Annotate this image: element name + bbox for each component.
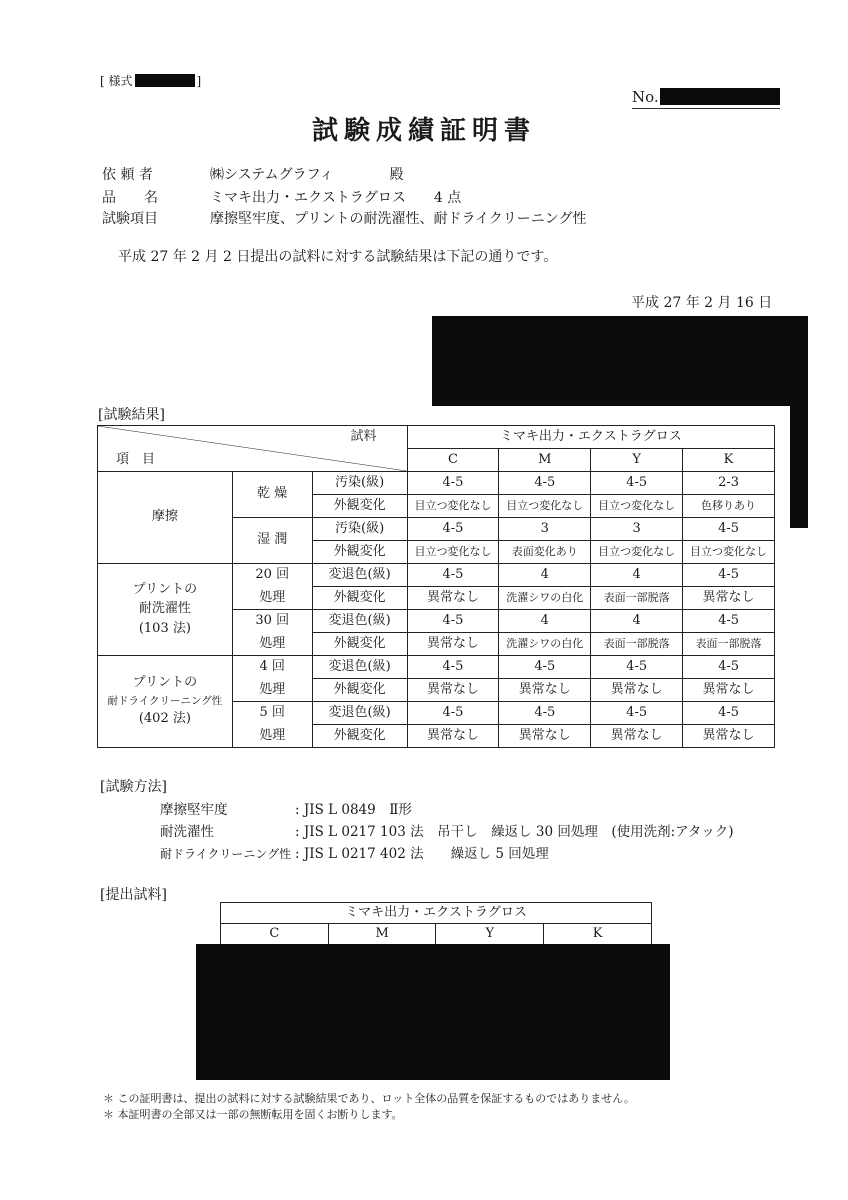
- value-cell: 色移りあり: [683, 495, 775, 518]
- value-cell: 異常なし: [683, 587, 775, 610]
- value-cell: 4-5: [407, 472, 499, 495]
- info-label: 品 名: [102, 190, 158, 206]
- info-test-items: [102, 208, 586, 228]
- form-label-suffix: ]: [196, 74, 202, 88]
- note: ＊ この証明書は、提出の試料に対する試験結果であり、ロット全体の品質を保証するものではありません。: [103, 1092, 635, 1105]
- row-label: 汚染(級): [312, 518, 407, 541]
- sub-line: 30 回: [255, 613, 290, 629]
- value-cell: 目立つ変化なし: [499, 495, 591, 518]
- row-label: 変退色(級): [312, 564, 407, 587]
- value-cell: 表面変化あり: [499, 541, 591, 564]
- column-header-m: M: [499, 449, 591, 472]
- value-cell: 4-5: [683, 656, 775, 679]
- method-item: [160, 798, 412, 818]
- product-header: ミマキ出力・エクストラグロス: [407, 426, 774, 449]
- sub-line: 4 回: [259, 659, 285, 675]
- sub-5-cycles: [232, 702, 312, 748]
- header-corner-cell: [98, 426, 408, 472]
- value-cell: 異常なし: [407, 679, 499, 702]
- value-cell: 異常なし: [407, 633, 499, 656]
- column-header-k: K: [683, 449, 775, 472]
- value-cell: 4: [591, 610, 683, 633]
- samples-product-header: ミマキ出力・エクストラグロス: [221, 903, 652, 924]
- redaction-block: [196, 944, 670, 1080]
- samples-column-c: C: [221, 924, 329, 945]
- value-cell: 異常なし: [499, 725, 591, 748]
- method-label: 耐ドライクリーニング性: [160, 847, 292, 861]
- sub-line: 処理: [259, 589, 286, 605]
- redaction-bar: [660, 88, 780, 105]
- value-cell: 表面一部脱落: [683, 633, 775, 656]
- form-label-prefix: [ 様式: [100, 74, 133, 88]
- sub-20-cycles: [232, 564, 312, 610]
- value-cell: 2-3: [683, 472, 775, 495]
- samples-table: [220, 902, 652, 945]
- method-value: : JIS L 0217 402 法 繰返し 5 回処理: [295, 846, 549, 862]
- group-line: (103 法): [138, 620, 191, 636]
- info-product: [102, 187, 461, 207]
- samples-column-y: Y: [436, 924, 544, 945]
- value-cell: 異常なし: [683, 679, 775, 702]
- group-line: 耐洗濯性: [138, 601, 191, 617]
- value-cell: 洗濯シワの白化: [499, 587, 591, 610]
- value-cell: 異常なし: [591, 725, 683, 748]
- document-title: 試験成績証明書: [311, 116, 536, 146]
- document-number-label: No.: [632, 88, 659, 106]
- value-cell: 4-5: [407, 610, 499, 633]
- value-cell: 4-5: [407, 564, 499, 587]
- value-cell: 4-5: [407, 518, 499, 541]
- row-label: 汚染(級): [312, 472, 407, 495]
- redaction-block: [432, 388, 808, 406]
- value-cell: 目立つ変化なし: [407, 495, 499, 518]
- group-washing: [98, 564, 233, 656]
- redaction-bar: [135, 74, 195, 87]
- info-label: 試験項目: [102, 211, 158, 227]
- statement: 平成 27 年 2 月 2 日提出の試料に対する試験結果は下記の通りです。: [118, 249, 558, 265]
- value-cell: 目立つ変化なし: [591, 495, 683, 518]
- sub-30-cycles: [232, 610, 312, 656]
- value-cell: 目立つ変化なし: [683, 541, 775, 564]
- info-value: ミマキ出力・エクストラグロス 4 点: [210, 190, 462, 206]
- method-value: : JIS L 0849 Ⅱ形: [295, 802, 412, 818]
- method-item: [160, 842, 549, 862]
- value-cell: 異常なし: [407, 725, 499, 748]
- sub-wet: 湿 潤: [232, 518, 312, 564]
- row-label: 外観変化: [312, 633, 407, 656]
- results-table: [97, 425, 775, 748]
- group-line: プリントの: [132, 675, 198, 691]
- method-label: 耐洗濯性: [160, 824, 214, 840]
- row-label: 外観変化: [312, 495, 407, 518]
- value-cell: 4: [591, 564, 683, 587]
- sample-label: 試料: [350, 429, 377, 444]
- value-cell: 4-5: [683, 564, 775, 587]
- value-cell: 目立つ変化なし: [591, 541, 683, 564]
- form-label: [100, 72, 201, 89]
- row-label: 外観変化: [312, 679, 407, 702]
- info-value: 摩擦堅牢度、プリントの耐洗濯性、耐ドライクリーニング性: [210, 211, 587, 227]
- value-cell: 表面一部脱落: [591, 633, 683, 656]
- value-cell: 4-5: [407, 656, 499, 679]
- item-label: 項 目: [116, 451, 156, 467]
- value-cell: 4-5: [591, 702, 683, 725]
- value-cell: 3: [591, 518, 683, 541]
- value-cell: 4-5: [591, 656, 683, 679]
- issue-date: 平成 27 年 2 月 16 日: [631, 295, 773, 311]
- note: ＊ 本証明書の全部又は一部の無断転用を固くお断りします。: [103, 1108, 403, 1121]
- value-cell: 4-5: [499, 656, 591, 679]
- results-heading: [試験結果]: [98, 407, 165, 423]
- method-label: 摩擦堅牢度: [160, 802, 228, 818]
- value-cell: 異常なし: [591, 679, 683, 702]
- group-dry-cleaning: [98, 656, 233, 748]
- value-cell: 4: [499, 564, 591, 587]
- value-cell: 4-5: [499, 702, 591, 725]
- value-cell: 4-5: [407, 702, 499, 725]
- value-cell: 3: [499, 518, 591, 541]
- value-cell: 洗濯シワの白化: [499, 633, 591, 656]
- method-item: [160, 820, 733, 840]
- group-line: プリントの: [132, 582, 198, 598]
- sub-line: 処理: [259, 681, 286, 697]
- samples-column-m: M: [328, 924, 436, 945]
- sub-4-cycles: [232, 656, 312, 702]
- value-cell: 4: [499, 610, 591, 633]
- info-label: 依 頼 者: [102, 167, 153, 183]
- column-header-c: C: [407, 449, 499, 472]
- row-label: 変退色(級): [312, 610, 407, 633]
- methods-heading: [試験方法]: [100, 779, 167, 795]
- column-header-y: Y: [591, 449, 683, 472]
- value-cell: 異常なし: [407, 587, 499, 610]
- value-cell: 異常なし: [683, 725, 775, 748]
- method-value: : JIS L 0217 103 法 吊干し 繰返し 30 回処理 (使用洗剤:アタック): [295, 824, 734, 840]
- row-label: 変退色(級): [312, 702, 407, 725]
- document-number: [632, 88, 780, 109]
- value-cell: 4-5: [591, 472, 683, 495]
- sub-line: 処理: [259, 635, 286, 651]
- info-value: ㈱システムグラフィ 殿: [210, 167, 404, 183]
- row-label: 変退色(級): [312, 656, 407, 679]
- value-cell: 4-5: [683, 610, 775, 633]
- group-line: (402 法): [138, 711, 191, 727]
- group-line: 耐ドライクリーニング性: [107, 694, 223, 707]
- sub-line: 処理: [259, 727, 286, 743]
- redaction-block: [432, 316, 808, 388]
- value-cell: 4-5: [683, 518, 775, 541]
- samples-heading: [提出試料]: [100, 887, 167, 903]
- samples-column-k: K: [544, 924, 652, 945]
- value-cell: 表面一部脱落: [591, 587, 683, 610]
- sub-line: 5 回: [259, 705, 285, 721]
- value-cell: 異常なし: [499, 679, 591, 702]
- sub-dry: 乾 燥: [232, 472, 312, 518]
- value-cell: 4-5: [683, 702, 775, 725]
- info-requester: [102, 164, 403, 184]
- row-label: 外観変化: [312, 725, 407, 748]
- sub-line: 20 回: [255, 567, 290, 583]
- row-label: 外観変化: [312, 587, 407, 610]
- value-cell: 4-5: [499, 472, 591, 495]
- group-abrasion: 摩擦: [98, 472, 233, 564]
- redaction-block: [790, 406, 808, 528]
- row-label: 外観変化: [312, 541, 407, 564]
- value-cell: 目立つ変化なし: [407, 541, 499, 564]
